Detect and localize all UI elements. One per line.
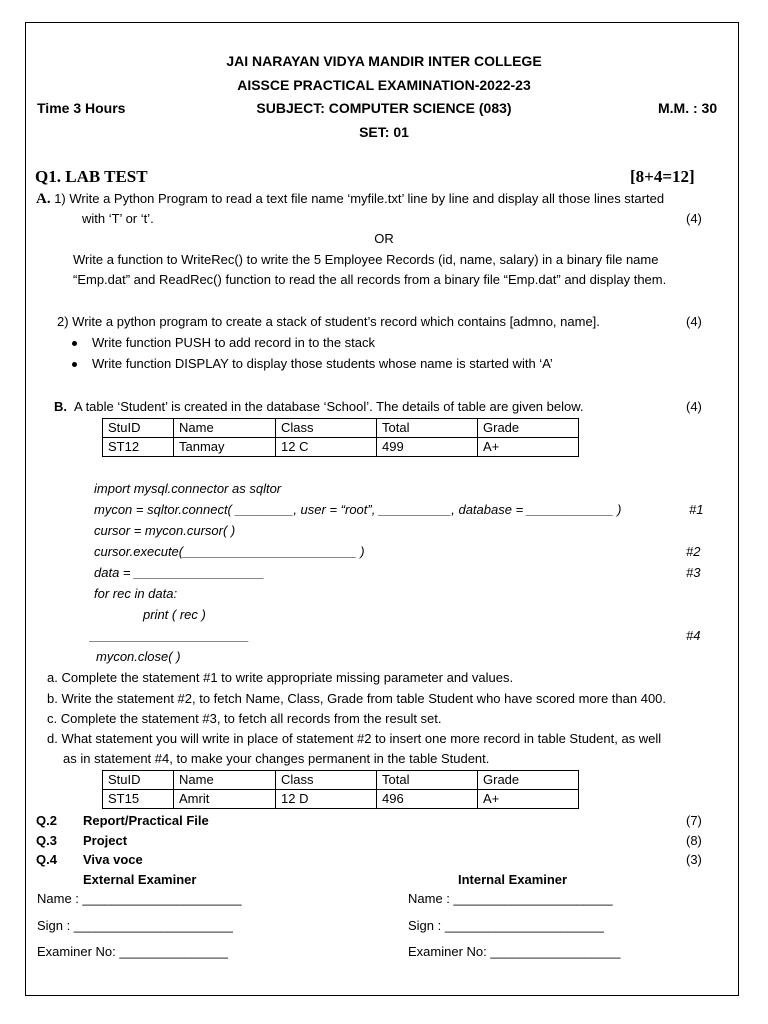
subq-d-line1: d. What statement you will write in place of statement #2 to insert one more record in table Student, as well — [47, 731, 662, 746]
code-tag-3: #3 — [686, 565, 701, 580]
external-examiner-heading: External Examiner — [83, 872, 197, 887]
bullet-display: Write function DISPLAY to display those students whose name is started with ‘A’ — [92, 356, 553, 371]
table-header-cell: StuID — [103, 771, 174, 790]
alt-question-line1: Write a function to WriteRec() to write the 5 Employee Records (id, name, salary) in a binary file name — [73, 252, 659, 267]
external-name-field: Name : ______________________ — [37, 891, 242, 906]
bullet-push: Write function PUSH to add record in to the stack — [92, 335, 376, 350]
q3-text: Project — [83, 833, 128, 848]
q1-a-part1-marks: (4) — [686, 211, 702, 226]
table-header-cell: Total — [377, 419, 478, 438]
table-header-cell: Grade — [478, 419, 579, 438]
external-examiner-no: Examiner No: _______________ — [37, 944, 228, 959]
q1-a-part1: A. 1) Write a Python Program to read a text file name ‘myfile.txt’ line by line and display all those lines started — [36, 191, 665, 207]
table-header-cell: Class — [276, 419, 377, 438]
q4-number: Q.4 — [36, 852, 57, 867]
exam-time: Time 3 Hours — [37, 100, 126, 116]
table-cell: A+ — [478, 438, 579, 457]
table-header-row — [103, 419, 579, 438]
bullet-icon — [72, 341, 77, 346]
code-tag-2: #2 — [686, 544, 701, 559]
table-cell: 12 D — [276, 790, 377, 809]
code-line-9: mycon.close( ) — [96, 649, 181, 664]
q1-title: Q1. LAB TEST — [35, 167, 148, 186]
table-cell: 496 — [377, 790, 478, 809]
internal-sign-field: Sign : ______________________ — [408, 918, 604, 933]
q1-marks: [8+4=12] — [630, 167, 695, 186]
set-number: SET: 01 — [359, 124, 409, 140]
q4-text: Viva voce — [83, 852, 143, 867]
table-cell: 12 C — [276, 438, 377, 457]
internal-examiner-no: Examiner No: __________________ — [408, 944, 621, 959]
exam-title: AISSCE PRACTICAL EXAMINATION-2022-23 — [237, 77, 531, 93]
subq-b: b. Write the statement #2, to fetch Name, Class, Grade from table Student who have scored more than 400. — [47, 691, 667, 706]
code-line-1: import mysql.connector as sqltor — [94, 481, 282, 496]
table-header-cell: StuID — [103, 419, 174, 438]
q4-marks: (3) — [686, 852, 702, 867]
student-table-2 — [102, 770, 579, 809]
code-line-4: cursor.execute(________________________ ) — [94, 544, 365, 559]
internal-examiner-heading: Internal Examiner — [458, 872, 568, 887]
table-header-cell: Name — [174, 419, 276, 438]
external-sign-field: Sign : ______________________ — [37, 918, 233, 933]
code-line-6: for rec in data: — [94, 586, 178, 601]
q1-b-marks: (4) — [686, 399, 702, 414]
code-tag-1: #1 — [689, 502, 704, 517]
subq-d-line2: as in statement #4, to make your changes permanent in the table Student. — [63, 751, 490, 766]
code-tag-4: #4 — [686, 628, 701, 643]
q3-marks: (8) — [686, 833, 702, 848]
code-line-7: print ( rec ) — [143, 607, 206, 622]
q1-a-part1-cont: with ‘T’ or ‘t’. — [82, 211, 154, 226]
table-cell: ST12 — [103, 438, 174, 457]
internal-name-field: Name : ______________________ — [408, 891, 613, 906]
q1-a-part2: 2) Write a python program to create a stack of student’s record which contains [admno, name]. — [57, 314, 600, 329]
q2-marks: (7) — [686, 813, 702, 828]
table-cell: ST15 — [103, 790, 174, 809]
table-cell: Amrit — [174, 790, 276, 809]
or-separator: OR — [374, 231, 394, 246]
table-header-row — [103, 771, 579, 790]
subject: SUBJECT: COMPUTER SCIENCE (083) — [256, 100, 512, 116]
student-table-1 — [102, 418, 579, 457]
table-cell: Tanmay — [174, 438, 276, 457]
q2-number: Q.2 — [36, 813, 57, 828]
table-header-cell: Total — [377, 771, 478, 790]
table-cell: 499 — [377, 438, 478, 457]
q2-text: Report/Practical File — [83, 813, 209, 828]
code-line-5: data = __________________ — [94, 565, 265, 580]
table-cell: A+ — [478, 790, 579, 809]
max-marks: M.M. : 30 — [658, 100, 718, 116]
school-name: JAI NARAYAN VIDYA MANDIR INTER COLLEGE — [226, 53, 542, 69]
table-header-cell: Name — [174, 771, 276, 790]
q1-b-label: B. — [54, 399, 67, 414]
subq-c: c. Complete the statement #3, to fetch all records from the result set. — [47, 711, 442, 726]
code-line-3: cursor = mycon.cursor( ) — [94, 523, 236, 538]
table-row — [103, 790, 579, 809]
q1-a-part2-marks: (4) — [686, 314, 702, 329]
subq-a: a. Complete the statement #1 to write appropriate missing parameter and values. — [47, 670, 514, 685]
code-line-8: ______________________ — [90, 628, 250, 643]
code-line-2: mycon = sqltor.connect( ________, user = “root”, __________, database = ____________ ) — [94, 502, 622, 517]
bullet-icon — [72, 362, 77, 367]
q1-b-text: A table ‘Student’ is created in the database ‘School’. The details of table are given below. — [74, 399, 584, 414]
table-header-cell: Class — [276, 771, 377, 790]
q3-number: Q.3 — [36, 833, 57, 848]
table-row — [103, 438, 579, 457]
table-header-cell: Grade — [478, 771, 579, 790]
alt-question-line2: “Emp.dat” and ReadRec() function to read the all records from a binary file “Emp.dat” and display them. — [73, 272, 667, 287]
